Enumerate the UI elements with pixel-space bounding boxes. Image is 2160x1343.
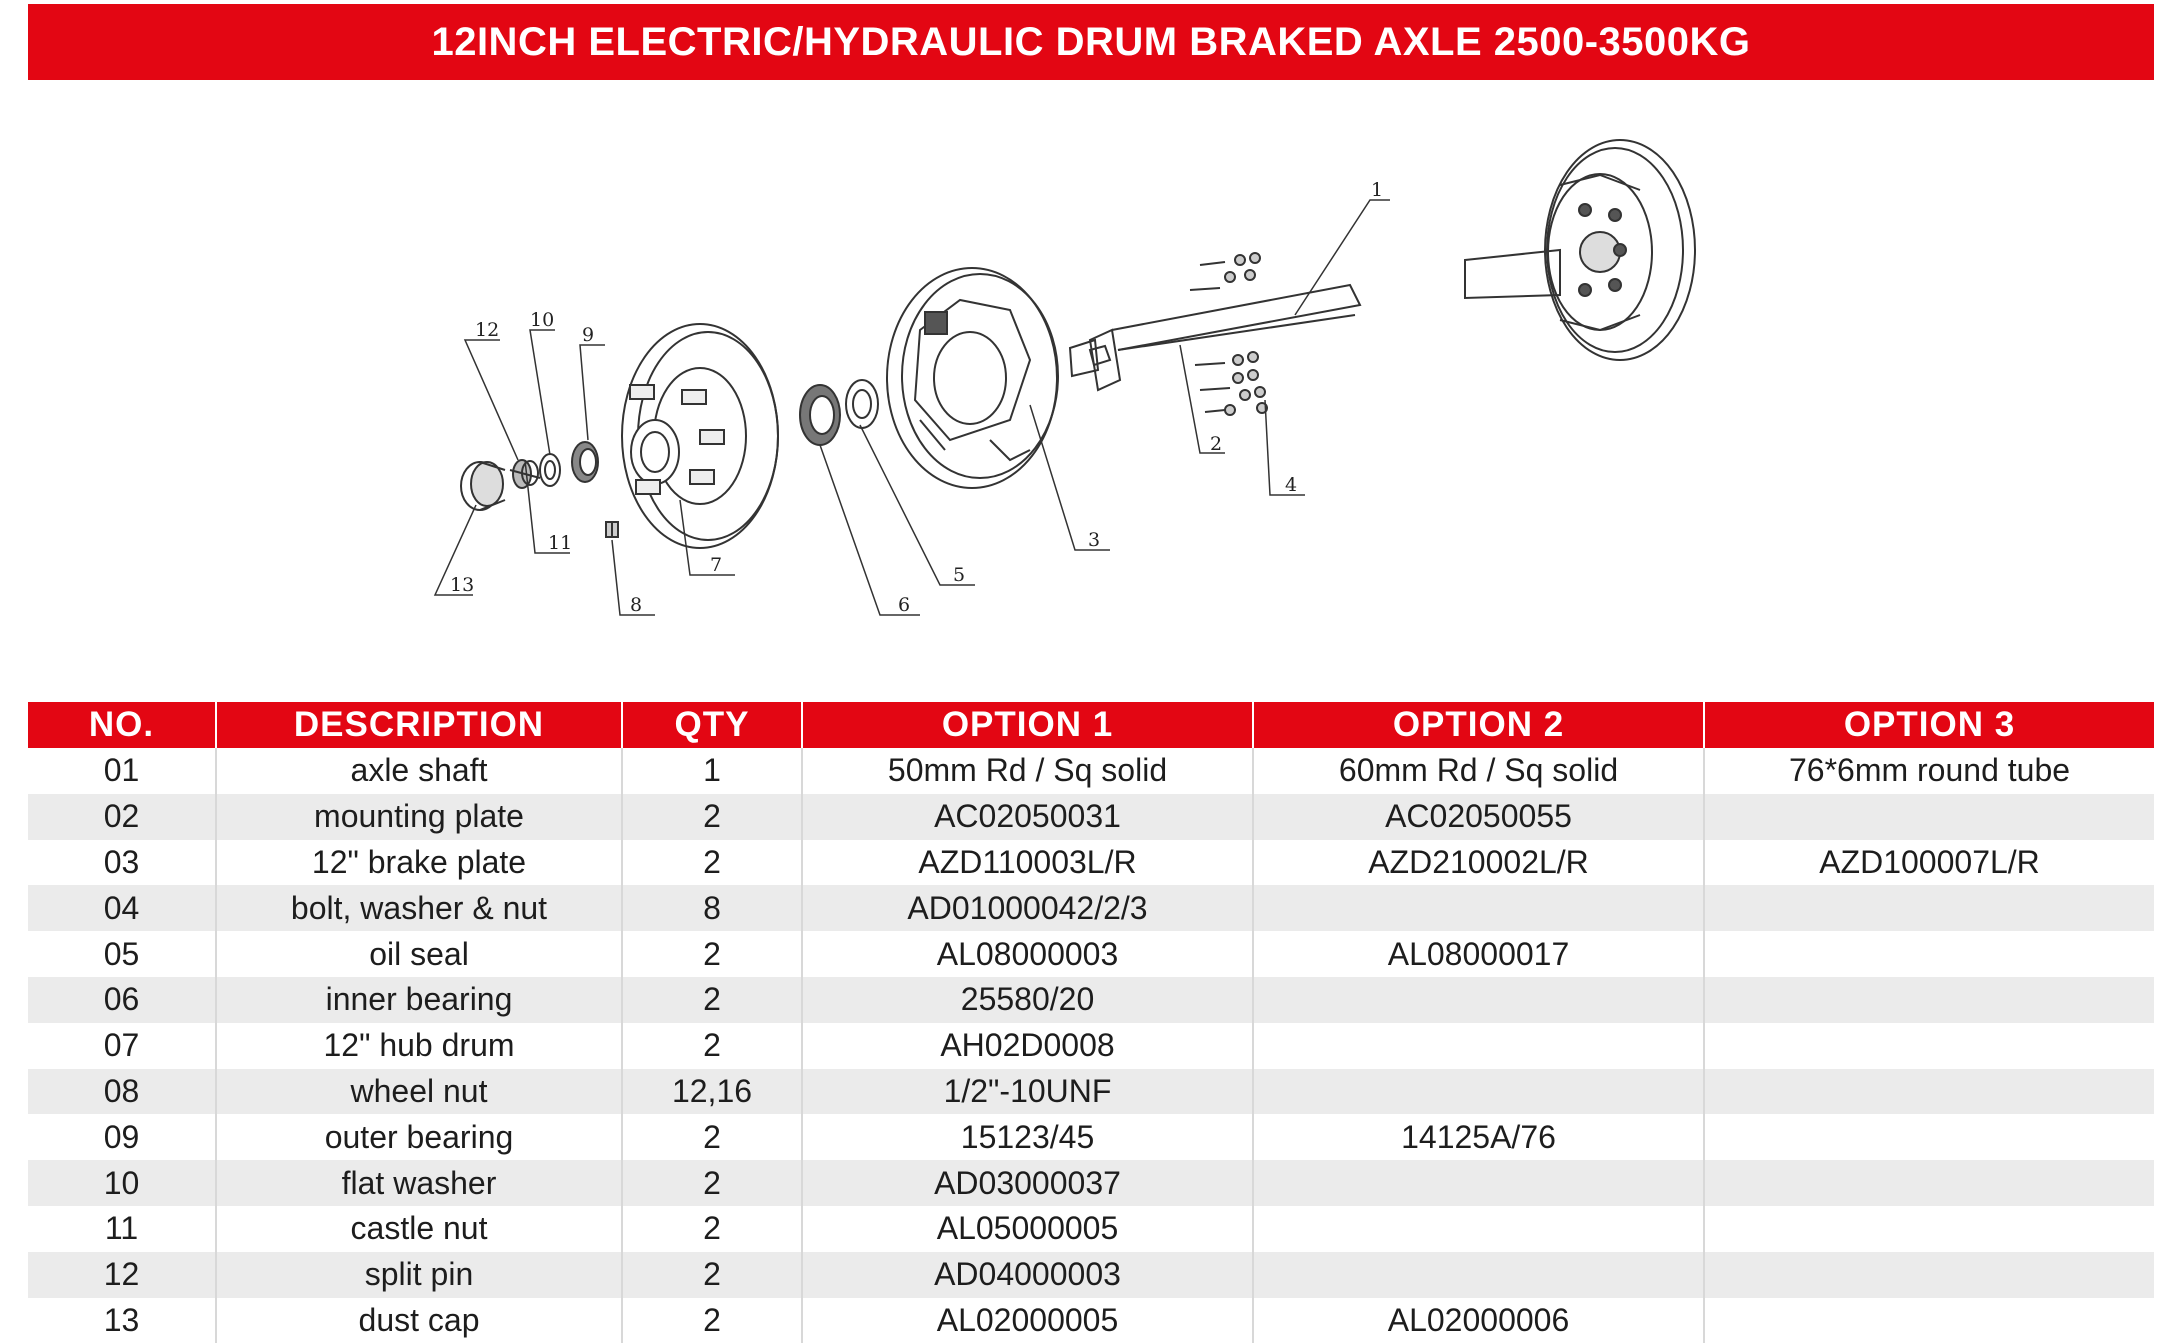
cell-option-1: AL02000005 — [802, 1298, 1253, 1343]
cell-qty: 2 — [622, 977, 802, 1023]
cell-description: 12" hub drum — [216, 1023, 622, 1069]
cell-description: wheel nut — [216, 1069, 622, 1115]
inner-bearing-part — [800, 385, 840, 445]
callout-label: 1 — [1371, 179, 1384, 201]
cell-option-1: AC02050031 — [802, 794, 1253, 840]
cell-qty: 2 — [622, 1206, 802, 1252]
cell-no: 06 — [28, 977, 216, 1023]
cell-description: split pin — [216, 1252, 622, 1298]
cell-option-1: AD03000037 — [802, 1160, 1253, 1206]
callout-label: 10 — [530, 309, 555, 331]
cell-option-3: 76*6mm round tube — [1704, 748, 2154, 794]
cell-qty: 2 — [622, 1023, 802, 1069]
cell-option-2 — [1253, 1069, 1704, 1115]
table-row — [28, 931, 2154, 977]
table-row — [28, 1160, 2154, 1206]
flat-washer-part — [540, 454, 560, 486]
cell-option-2 — [1253, 1160, 1704, 1206]
cell-option-1: AD04000003 — [802, 1252, 1253, 1298]
table-row — [28, 1069, 2154, 1115]
cell-description: bolt, washer & nut — [216, 885, 622, 931]
cell-option-2: 60mm Rd / Sq solid — [1253, 748, 1704, 794]
cell-no: 08 — [28, 1069, 216, 1115]
table-row — [28, 977, 2154, 1023]
callout-label: 7 — [710, 554, 723, 576]
dust-cap-part — [461, 462, 505, 510]
cell-no: 11 — [28, 1206, 216, 1252]
cell-option-3: AZD100007L/R — [1704, 840, 2154, 886]
cell-option-1: AL08000003 — [802, 931, 1253, 977]
cell-option-3 — [1704, 1206, 2154, 1252]
parts-table-body — [28, 748, 2154, 1343]
cell-option-2: AC02050055 — [1253, 794, 1704, 840]
cell-no: 07 — [28, 1023, 216, 1069]
cell-description: outer bearing — [216, 1114, 622, 1160]
cell-description: dust cap — [216, 1298, 622, 1343]
header-qty: QTY — [622, 702, 802, 748]
cell-option-3 — [1704, 1023, 2154, 1069]
cell-description: oil seal — [216, 931, 622, 977]
cell-no: 09 — [28, 1114, 216, 1160]
cell-qty: 2 — [622, 840, 802, 886]
callout-label: 9 — [582, 324, 595, 346]
cell-option-2 — [1253, 1023, 1704, 1069]
callout-label: 13 — [450, 574, 475, 596]
callout-label: 8 — [630, 594, 643, 616]
page-title: 12INCH ELECTRIC/HYDRAULIC DRUM BRAKED AXLE 2500-3500KG — [431, 19, 1751, 64]
cell-qty: 2 — [622, 1298, 802, 1343]
cell-description: flat washer — [216, 1160, 622, 1206]
axle-shaft-part — [1112, 285, 1360, 350]
table-row — [28, 840, 2154, 886]
wheel-nut-part — [606, 522, 618, 537]
hub-drum-part — [622, 324, 778, 548]
cell-qty: 2 — [622, 1114, 802, 1160]
cell-option-1: AL05000005 — [802, 1206, 1253, 1252]
cell-option-2 — [1253, 885, 1704, 931]
callout-label: 6 — [898, 594, 911, 616]
cell-option-1: AZD110003L/R — [802, 840, 1253, 886]
callout-label: 11 — [548, 532, 573, 554]
cell-option-3 — [1704, 1069, 2154, 1115]
table-row — [28, 1206, 2154, 1252]
cell-no: 01 — [28, 748, 216, 794]
cell-qty: 2 — [622, 931, 802, 977]
cell-option-3 — [1704, 1114, 2154, 1160]
cell-option-1: 50mm Rd / Sq solid — [802, 748, 1253, 794]
table-row — [28, 1298, 2154, 1343]
table-header-row — [28, 702, 2154, 748]
mounting-plate-part — [1070, 330, 1120, 390]
cell-no: 05 — [28, 931, 216, 977]
cell-option-2: 14125A/76 — [1253, 1114, 1704, 1160]
callout-label: 4 — [1285, 474, 1298, 496]
exploded-diagram — [0, 110, 2160, 670]
axle-exploded-view — [0, 110, 2160, 670]
cell-no: 02 — [28, 794, 216, 840]
cell-option-2: AL08000017 — [1253, 931, 1704, 977]
cell-qty: 2 — [622, 1252, 802, 1298]
table-row — [28, 885, 2154, 931]
cell-option-1: 15123/45 — [802, 1114, 1253, 1160]
cell-option-2 — [1253, 977, 1704, 1023]
cell-description: castle nut — [216, 1206, 622, 1252]
cell-option-1: 1/2"-10UNF — [802, 1069, 1253, 1115]
callout-label: 12 — [475, 319, 500, 341]
cell-option-2: AZD210002L/R — [1253, 840, 1704, 886]
cell-option-2 — [1253, 1206, 1704, 1252]
cell-description: 12" brake plate — [216, 840, 622, 886]
cell-qty: 2 — [622, 794, 802, 840]
header-option-2: OPTION 2 — [1253, 702, 1704, 748]
cell-qty: 8 — [622, 885, 802, 931]
cell-option-3 — [1704, 977, 2154, 1023]
cell-option-3 — [1704, 885, 2154, 931]
header-no: NO. — [28, 702, 216, 748]
cell-option-1: AD01000042/2/3 — [802, 885, 1253, 931]
callout-label: 5 — [953, 564, 966, 586]
cell-option-3 — [1704, 1298, 2154, 1343]
cell-qty: 1 — [622, 748, 802, 794]
cell-qty: 2 — [622, 1160, 802, 1206]
cell-description: axle shaft — [216, 748, 622, 794]
cell-option-1: 25580/20 — [802, 977, 1253, 1023]
table-row — [28, 1023, 2154, 1069]
cell-qty: 12,16 — [622, 1069, 802, 1115]
oil-seal-part — [846, 380, 878, 428]
table-row — [28, 794, 2154, 840]
cell-description: inner bearing — [216, 977, 622, 1023]
cell-description: mounting plate — [216, 794, 622, 840]
header-description: DESCRIPTION — [216, 702, 622, 748]
table-row — [28, 1252, 2154, 1298]
cell-no: 10 — [28, 1160, 216, 1206]
cell-no: 04 — [28, 885, 216, 931]
cell-no: 12 — [28, 1252, 216, 1298]
table-row — [28, 748, 2154, 794]
cell-option-3 — [1704, 931, 2154, 977]
cell-no: 13 — [28, 1298, 216, 1343]
parts-table — [28, 702, 2154, 1343]
assembled-drum-view — [1465, 140, 1695, 360]
header-option-3: OPTION 3 — [1704, 702, 2154, 748]
brake-plate-part — [887, 268, 1058, 488]
callout-leaders — [435, 200, 1390, 615]
cell-option-3 — [1704, 794, 2154, 840]
cell-option-1: AH02D0008 — [802, 1023, 1253, 1069]
callout-label: 3 — [1088, 529, 1101, 551]
cell-option-2 — [1253, 1252, 1704, 1298]
cell-no: 03 — [28, 840, 216, 886]
outer-bearing-part — [572, 442, 598, 482]
cell-option-2: AL02000006 — [1253, 1298, 1704, 1343]
cell-option-3 — [1704, 1160, 2154, 1206]
callout-label: 2 — [1210, 433, 1223, 455]
title-bar — [28, 4, 2154, 80]
header-option-1: OPTION 1 — [802, 702, 1253, 748]
cell-option-3 — [1704, 1252, 2154, 1298]
table-row — [28, 1114, 2154, 1160]
